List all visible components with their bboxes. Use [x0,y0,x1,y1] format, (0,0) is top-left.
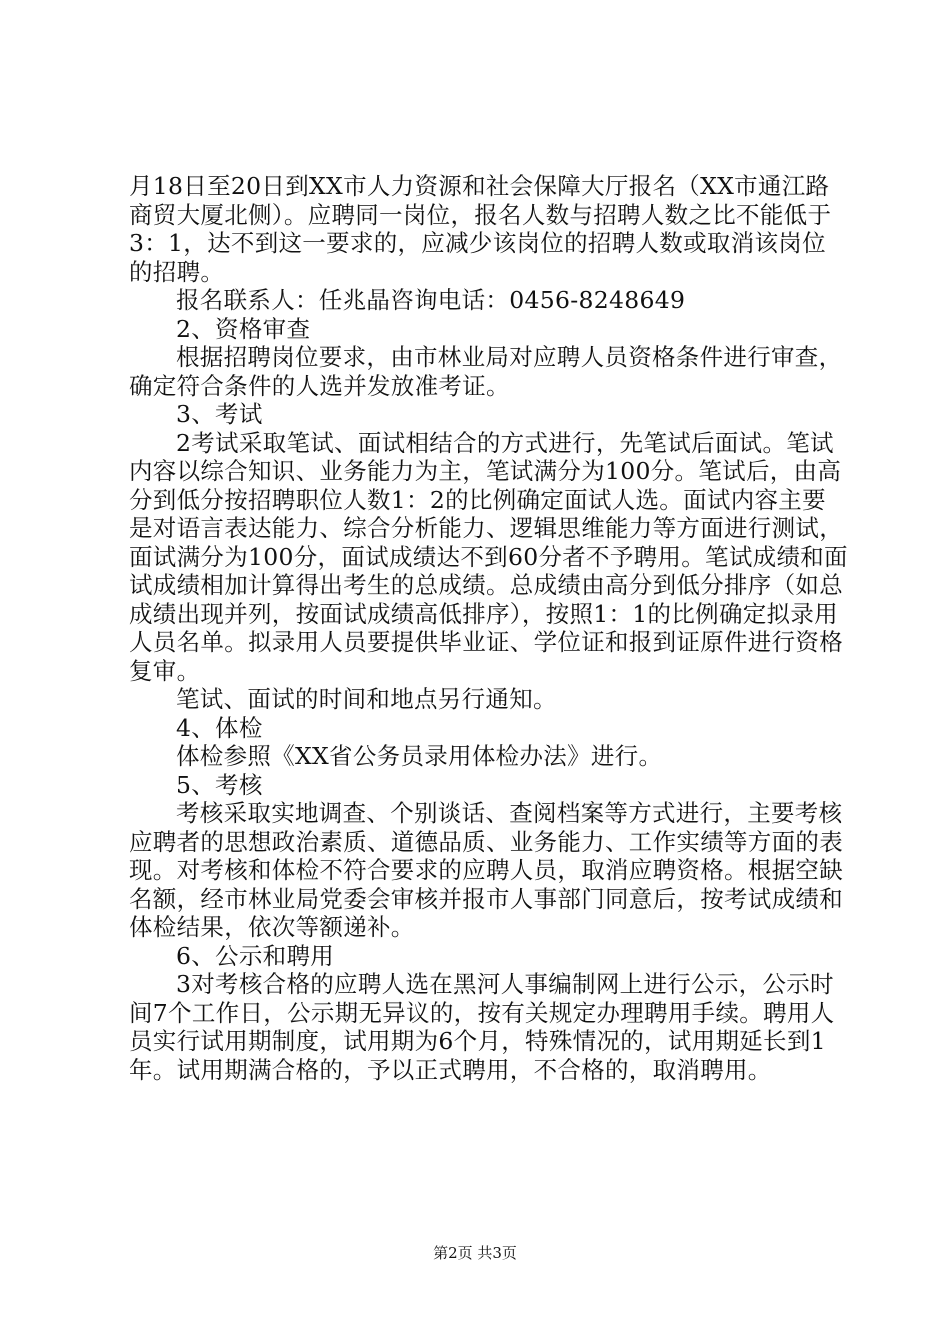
section-heading: 2、资格审查 [176,314,311,343]
section-heading: 5、考核 [176,770,263,799]
paragraph: 2考试采取笔试、面试相结合的方式进行，先笔试后面试。笔试内容以综合知识、业务能力为主，笔试满分为100分。笔试后，由高分到低分按招聘职位人数1：2的比例确定面试人选。面试内容主要是对语言表达能力、综合分析能力、逻辑思维能力等方面进行测试，面试满分为100分，面试成绩达不到60分者不予聘用。笔试成绩和面试成绩相加计算得出考生的总成绩。总成绩由高分到低分排序（如总成绩出现并列，按面试成绩高低排序），按照1：1的比例确定拟录用人员名单。拟录用人员要提供毕业证、学位证和报到证原件进行资格复审。 [129,428,848,685]
page-footer [0,1243,950,1263]
paragraph: 笔试、面试的时间和地点另行通知。 [176,685,557,713]
page-number-label: 第2页 共3页 [433,1244,517,1262]
paragraph: 报名联系人：任兆晶咨询电话：0456-8248649 [176,286,686,314]
paragraph: 体检参照《XX省公务员录用体检办法》进行。 [176,742,663,770]
document-body [129,172,849,1084]
paragraph: 月18日至20日到XX市人力资源和社会保障大厅报名（XX市通江路商贸大厦北侧）。应聘同一岗位，报名人数与招聘人数之比不能低于3：1，达不到这一要求的，应减少该岗位的招聘人数或取消该岗位的招聘。 [129,172,832,286]
paragraph: 根据招聘岗位要求，由市林业局对应聘人员资格条件进行审查，确定符合条件的人选并发放准考证。 [129,343,843,400]
paragraph: 考核采取实地调查、个别谈话、查阅档案等方式进行，主要考核应聘者的思想政治素质、道德品质、业务能力、工作实绩等方面的表现。对考核和体检不符合要求的应聘人员，取消应聘资格。根据空缺名额，经市林业局党委会审核并报市人事部门同意后，按考试成绩和体检结果，依次等额递补。 [129,799,843,941]
section-heading: 6、公示和聘用 [176,941,335,970]
section-heading: 4、体检 [176,713,263,742]
paragraph: 3对考核合格的应聘人选在黑河人事编制网上进行公示，公示时间7个工作日，公示期无异议的，按有关规定办理聘用手续。聘用人员实行试用期制度，试用期为6个月，特殊情况的，试用期延长到1年。试用期满合格的，予以正式聘用，不合格的，取消聘用。 [129,970,835,1084]
section-heading: 3、考试 [176,400,263,428]
